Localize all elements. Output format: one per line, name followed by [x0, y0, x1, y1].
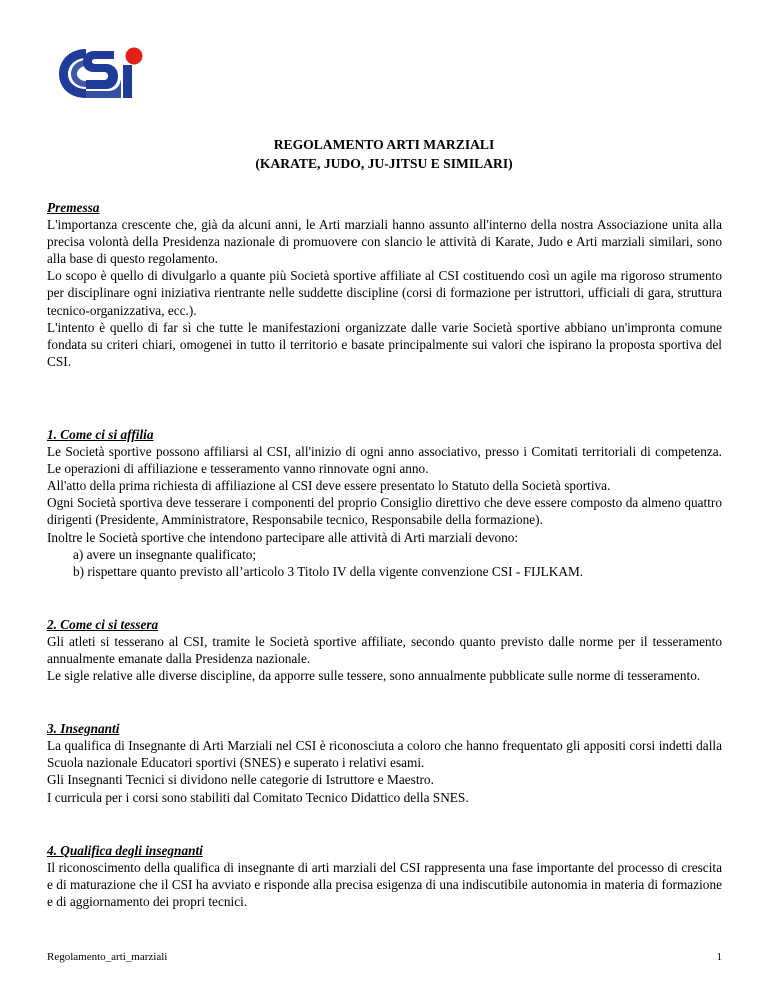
document-title — [0, 135, 768, 173]
section-heading: 3. Insegnanti — [47, 721, 120, 737]
paragraph: Le Società sportive possono affiliarsi al CSI, all'inizio di ogni anno associativo, presso i Comitati territoriali di competenza. Le operazioni di affiliazione e tesseramento vanno rinnovate ogni anno. — [47, 444, 722, 477]
title-line-1: REGOLAMENTO ARTI MARZIALI — [273, 137, 495, 152]
paragraph: All'atto della prima richiesta di affiliazione al CSI deve essere presentato lo Statuto della Società sportiva. — [47, 478, 611, 494]
footer-filename: Regolamento_arti_marziali — [47, 951, 168, 963]
paragraph: Le sigle relative alle diverse discipline, da apporre sulle tessere, sono annualmente pubblicate sulle norme di tesseramento. — [47, 668, 701, 684]
paragraph: L'intento è quello di far sì che tutte le manifestazioni organizzate dalle varie Società sportive abbiano un'impronta comune fondata su criteri chiari, omogenei in tutto il territorio e basate principalmente sui valori che ispirano la proposta sportiva del CSI. — [47, 319, 722, 369]
section-insegnanti — [47, 720, 722, 805]
section-tesseramento — [47, 616, 722, 684]
title-line-2: (KARATE, JUDO, JU-JITSU E SIMILARI) — [255, 156, 513, 171]
paragraph: Gli Insegnanti Tecnici si dividono nelle categorie di Istruttore e Maestro. — [47, 772, 434, 788]
list-item: a) avere un insegnante qualificato; — [73, 546, 257, 562]
paragraph: Lo scopo è quello di divulgarlo a quante più Società sportive affiliate al CSI costituendo così un agile ma rigoroso strumento per disciplinare ogni iniziativa rientrante nelle suddette discipline (corsi di formazione per istruttori, ufficiali di gara, struttura tecnico-organizzativa, ecc.). — [47, 268, 722, 318]
section-qualifica — [47, 842, 722, 910]
paragraph: Inoltre le Società sportive che intendono partecipare alle attività di Arti marziali devono: — [47, 529, 519, 545]
section-heading: 1. Come ci si affilia — [47, 426, 154, 442]
paragraph: I curricula per i corsi sono stabiliti dal Comitato Tecnico Didattico della SNES. — [47, 789, 469, 805]
document-body — [47, 199, 722, 910]
paragraph: L'importanza crescente che, già da alcuni anni, le Arti marziali hanno assunto all'interno della nostra Associazione unita alla precisa volontà della Presidenza nazionale di promuovere con slancio le attività di Karate, Judo e Arti marziali similari, sono alla base di questo regolamento. — [47, 217, 722, 267]
paragraph: Il riconoscimento della qualifica di insegnante di arti marziali del CSI rappresenta una fase importante del processo di crescita e di maturazione che il CSI ha avviato e risponde alla precisa esigenza di una indiscutibile autonomia in materia di formazione e di aggiornamento dei propri tecnici. — [47, 859, 722, 909]
section-heading: 4. Qualifica degli insegnanti — [47, 842, 203, 858]
page-footer — [47, 950, 722, 964]
page-number: 1 — [716, 951, 722, 963]
paragraph: Gli atleti si tesserano al CSI, tramite le Società sportive affiliate, secondo quanto previsto dalle norme per il tesseramento annualmente emanate dalla Presidenza nazionale. — [47, 633, 722, 666]
section-heading: Premessa — [47, 200, 100, 215]
section-heading: 2. Come ci si tessera — [47, 616, 159, 632]
requirements-list — [47, 546, 722, 580]
section-affiliazione — [47, 426, 722, 580]
section-premessa — [47, 199, 722, 370]
list-item: b) rispettare quanto previsto all’articolo 3 Titolo IV della vigente convenzione CSI - FIJLKAM. — [73, 563, 584, 579]
paragraph: La qualifica di Insegnante di Arti Marziali nel CSI è riconosciuta a coloro che hanno frequentato gli appositi corsi indetti dalla Scuola nazionale Educatori sportivi (SNES) e superato i relativi esami. — [47, 738, 722, 771]
csi-logo — [56, 45, 148, 101]
paragraph: Ogni Società sportiva deve tesserare i componenti del proprio Consiglio direttivo che deve essere composto da almeno quattro dirigenti (Presidente, Amministratore, Responsabile tecnico, Responsabile della formazione). — [47, 495, 722, 528]
